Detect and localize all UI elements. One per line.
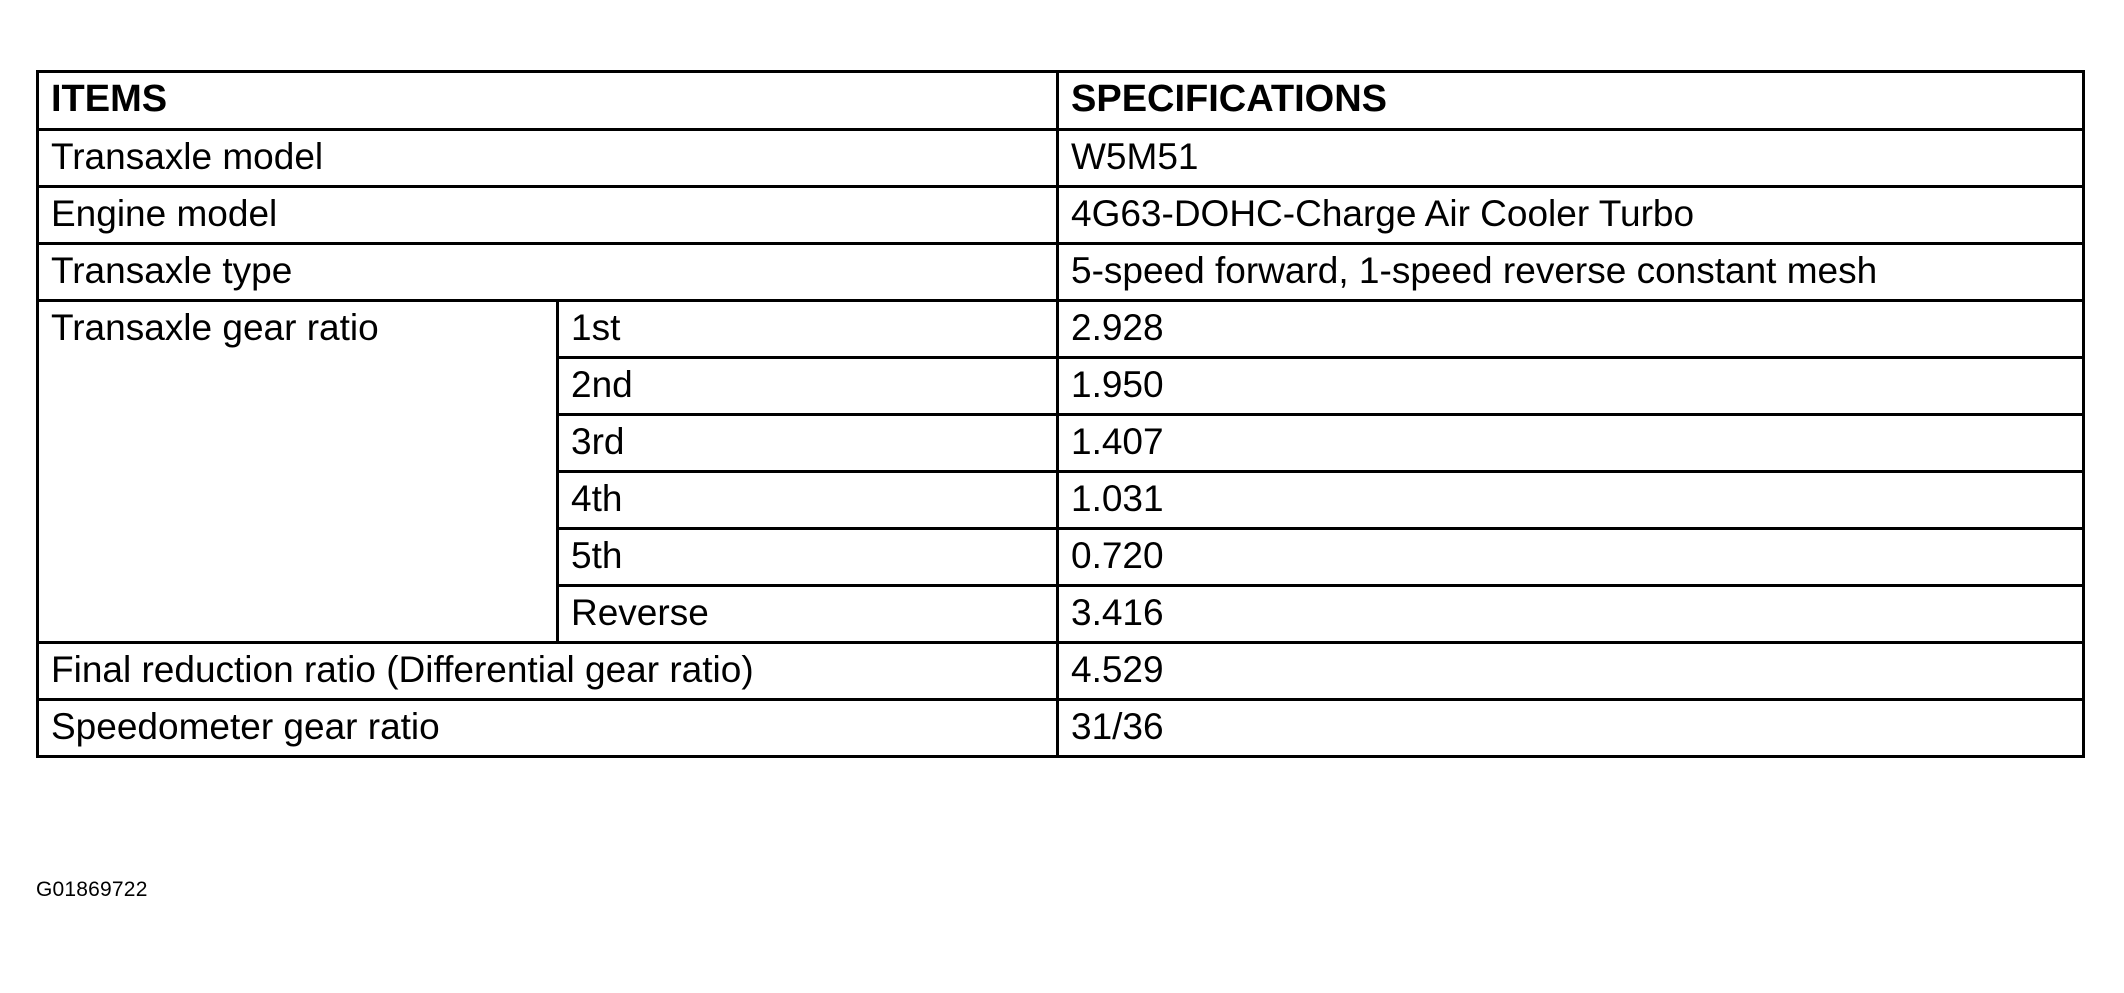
row-spec-value: 2.928 [1058,300,2084,357]
table-row [38,699,2084,756]
row-sub-label: 5th [558,528,1058,585]
row-spec-value: 3.416 [1058,585,2084,642]
row-sub-label: Reverse [558,585,1058,642]
row-sub-label: 1st [558,300,1058,357]
row-item-label: Speedometer gear ratio [38,699,1058,756]
figure-caption: G01869722 [36,878,148,901]
row-spec-value: 4.529 [1058,642,2084,699]
row-item-label-gear-ratio: Transaxle gear ratio [38,300,558,642]
table-row [38,186,2084,243]
row-item-label: Transaxle model [38,130,1058,187]
row-spec-value: 4G63-DOHC-Charge Air Cooler Turbo [1058,186,2084,243]
row-sub-label: 4th [558,471,1058,528]
row-spec-value: W5M51 [1058,130,2084,187]
row-spec-value: 1.407 [1058,414,2084,471]
row-spec-value: 1.950 [1058,357,2084,414]
column-header-items: ITEMS [38,72,1058,130]
row-item-label: Final reduction ratio (Differential gear ratio) [38,642,1058,699]
row-sub-label: 2nd [558,357,1058,414]
row-spec-value: 0.720 [1058,528,2084,585]
row-spec-value: 31/36 [1058,699,2084,756]
row-item-label: Engine model [38,186,1058,243]
table-row [38,300,2084,357]
row-spec-value: 1.031 [1058,471,2084,528]
row-sub-label: 3rd [558,414,1058,471]
row-item-label: Transaxle type [38,243,1058,300]
table-row [38,130,2084,187]
row-spec-value: 5-speed forward, 1-speed reverse constant mesh [1058,243,2084,300]
column-header-specifications: SPECIFICATIONS [1058,72,2084,130]
table-header-row [38,72,2084,130]
table-row [38,243,2084,300]
table-row [38,642,2084,699]
specifications-table [36,70,2085,758]
specifications-table-container [36,70,2082,758]
